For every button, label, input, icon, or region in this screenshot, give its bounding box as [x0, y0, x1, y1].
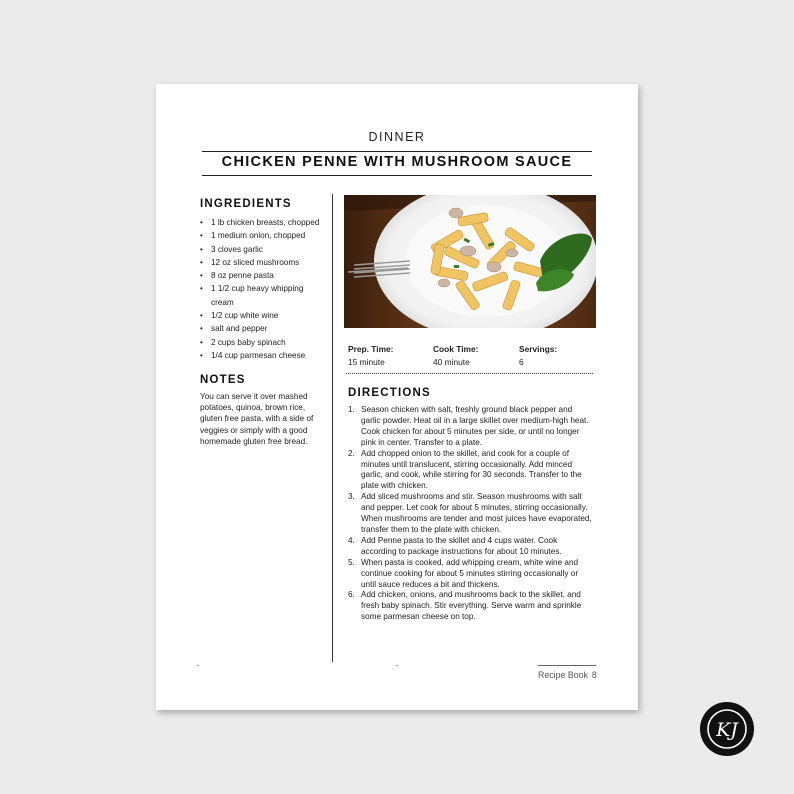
direction-step-number: 4.	[348, 535, 355, 545]
ingredient-item: • 12 oz sliced mushrooms	[200, 256, 326, 269]
cook-time-label: Cook Time:	[433, 344, 479, 354]
recipe-times	[348, 343, 588, 369]
direction-step	[348, 405, 592, 449]
direction-step	[348, 449, 592, 493]
cook-time-value: 40 minute	[433, 357, 470, 367]
direction-step-text: Season chicken with salt, freshly ground black pepper and garlic powder. Heat oil in a large skillet over medium-high heat. Cook chicken for about 5 minutes per side, or until no longer pink in center. Transfer to a plate.	[361, 405, 589, 447]
direction-step	[348, 590, 592, 623]
direction-step-text: Add chopped onion to the skillet, and cook for a couple of minutes until translucent, stirring occasionally. Add minced garlic, and cook, while stirring for 30 seconds. Transfer to the plate with chicken.	[361, 448, 582, 491]
directions-list	[348, 405, 592, 623]
direction-step-text: When pasta is cooked, add whipping cream, white wine and continue cooking for about 5 minutes stirring occasionally or until sauce reduces a bit and thickens.	[361, 557, 579, 589]
servings-label: Servings:	[519, 344, 558, 354]
servings-value: 6	[519, 357, 524, 367]
logo-monogram-text: KJ	[716, 719, 738, 741]
direction-step	[348, 536, 592, 558]
ingredient-item: • 1 medium onion, chopped	[200, 229, 326, 242]
page-footer	[538, 670, 597, 680]
monogram-logo-icon	[700, 702, 754, 756]
times-dotted-divider	[346, 373, 593, 374]
ingredient-item: • 1/4 cup parmesan cheese	[200, 349, 326, 362]
ingredients-list	[200, 216, 326, 362]
footer-page-number: 8	[591, 670, 597, 680]
direction-step	[348, 558, 592, 591]
direction-step-number: 2.	[348, 448, 355, 458]
direction-step-text: Add Penne pasta to the skillet and 4 cups water. Cook according to package instructions for about 10 minutes.	[361, 535, 562, 556]
ingredient-item: • salt and pepper	[200, 322, 326, 335]
direction-step-number: 6.	[348, 590, 355, 600]
ingredient-item: • 2 cups baby spinach	[200, 336, 326, 349]
recipe-title: CHICKEN PENNE WITH MUSHROOM SAUCE	[221, 154, 573, 170]
ingredients-heading: INGREDIENTS	[200, 198, 292, 210]
recipe-page	[156, 84, 638, 710]
ingredient-item: • 3 cloves garlic	[200, 243, 326, 256]
prep-time-value: 15 minute	[348, 357, 385, 367]
direction-step-text: Add chicken, onions, and mushrooms back to the skillet, and fresh baby spinach. Stir everything. Serve warm and sprinkle some parmesan cheese on top.	[361, 590, 582, 622]
ingredient-item: • 1 lb chicken breasts, chopped	[200, 216, 326, 229]
title-bottom-rule	[202, 175, 592, 176]
footer-rule	[538, 665, 596, 666]
recipe-category: DINNER	[368, 130, 426, 144]
footer-book-title: Recipe Book	[538, 670, 588, 680]
ingredient-item: • 8 oz penne pasta	[200, 269, 326, 282]
cook-time	[433, 343, 478, 369]
servings	[519, 343, 557, 369]
direction-step-number: 5.	[348, 557, 355, 567]
prep-time	[348, 343, 393, 369]
crop-mark-left	[197, 665, 199, 666]
pasta-plate-illustration	[344, 195, 596, 328]
notes-heading: NOTES	[200, 374, 246, 386]
dish-photo	[344, 195, 596, 328]
directions-heading: DIRECTIONS	[348, 387, 431, 399]
direction-step-number: 3.	[348, 492, 355, 502]
column-divider	[332, 194, 333, 662]
direction-step-text: Add sliced mushrooms and stir. Season mushrooms with salt and pepper. Let cook for about 5 minutes, stirring occasionally. When mushrooms are tender and most juices have evaporated, transfer them to the plate with chicken.	[361, 492, 592, 534]
prep-time-label: Prep. Time:	[348, 344, 394, 354]
title-top-rule	[202, 151, 592, 152]
ingredient-item: • 1/2 cup white wine	[200, 309, 326, 322]
direction-step	[348, 492, 592, 536]
ingredient-item: • 1 1/2 cup heavy whipping cream	[200, 282, 326, 309]
crop-mark-center	[396, 665, 398, 666]
direction-step-number: 1.	[348, 405, 355, 414]
notes-text: You can serve it over mashed potatoes, quinoa, brown rice, gluten free pasta, with a side of veggies or simply with a good homemade gluten free bread.	[200, 392, 314, 446]
